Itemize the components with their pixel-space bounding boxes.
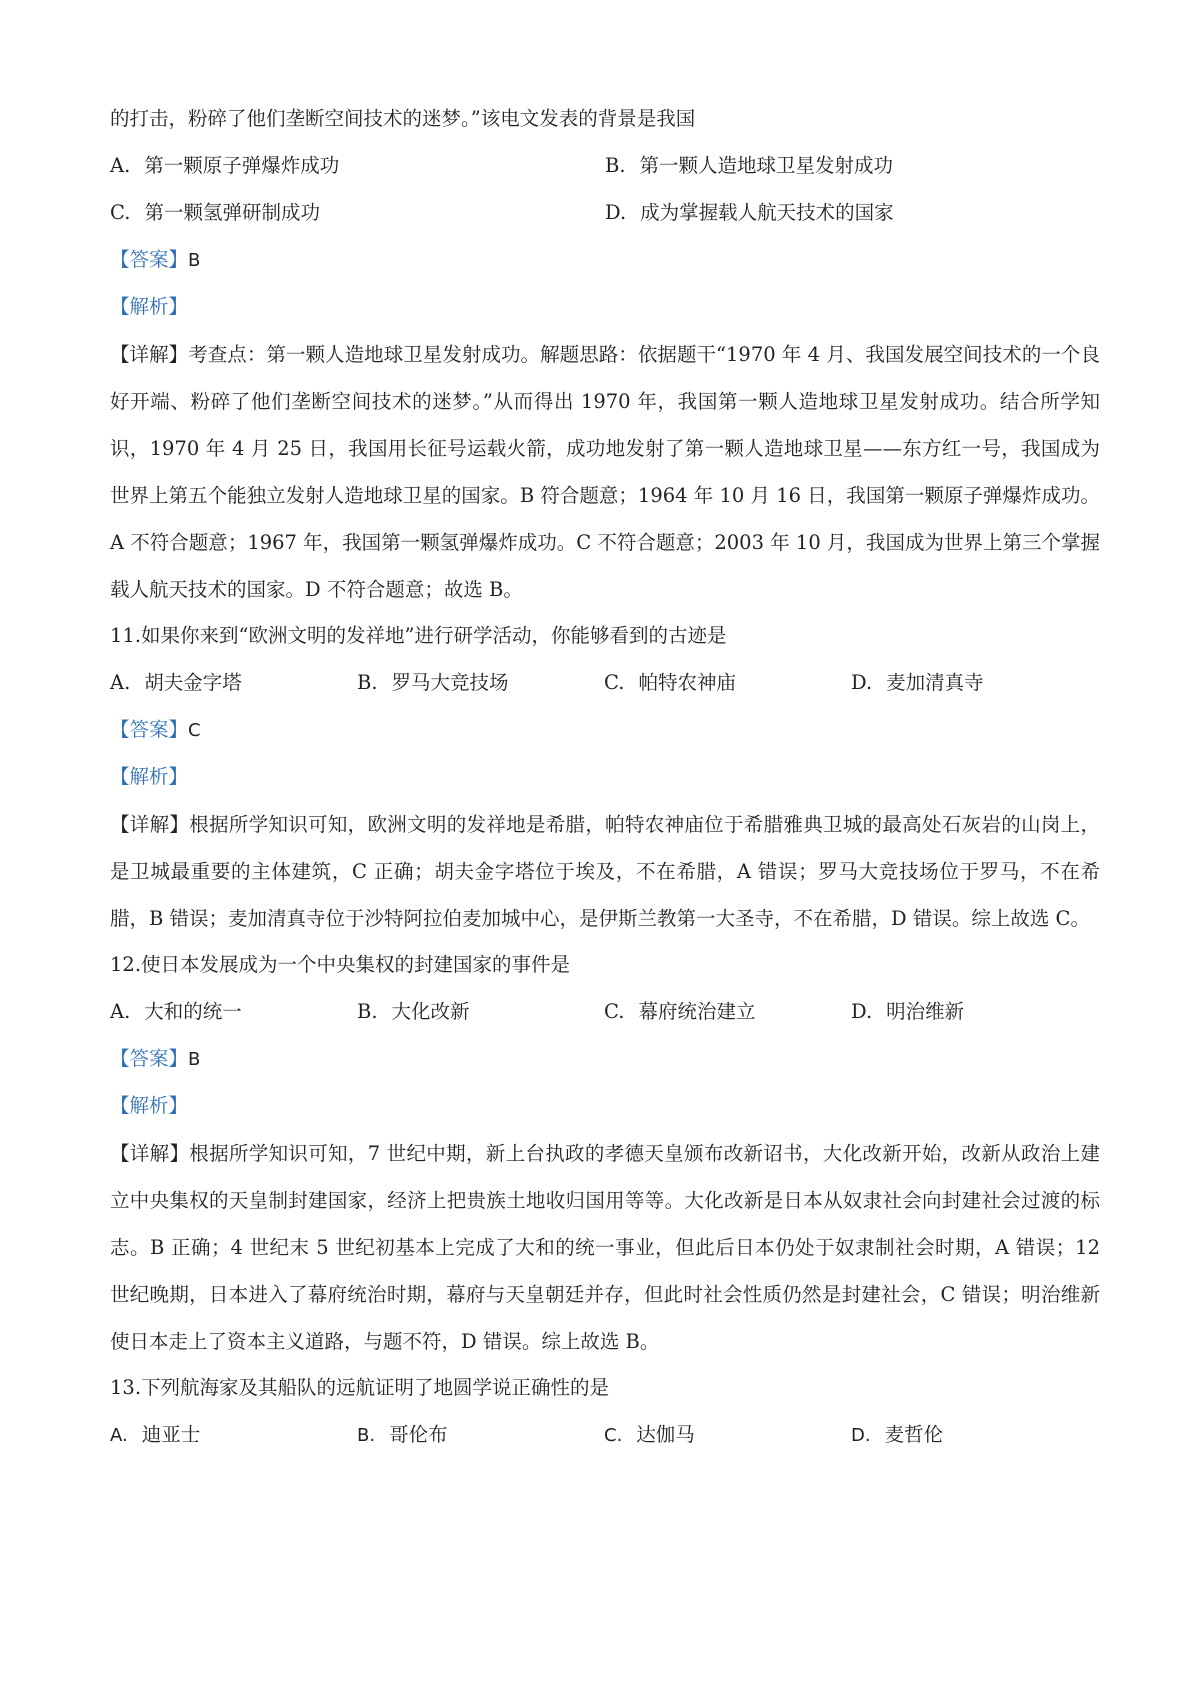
question-11-options: [110, 660, 1100, 707]
option-d: D. 麦加清真寺: [851, 671, 984, 694]
detail-text: 考查点：第一颗人造地球卫星发射成功。解题思路：依据题干“1970 年 4 月、我国发展空间技术的一个良好开端、粉碎了他们垄断空间技术的迷梦。”从而得出 1970 年，我国第一颗人造地球卫星发射成功。结合所学知识，1970 年 4 月 25 日，我国用长征号运载火箭，成功地发射了第一颗人造地球卫星——东方红一号，我国成为世界上第五个能独立发射人造地球卫星的国家。B 符合题意；1964 年 10 月 16 日，我国第一颗原子弹爆炸成功。A 不符合题意；1967 年，我国第一颗氢弹爆炸成功。C 不符合题意；2003 年 10 月，我国成为世界上第三个掌握载人航天技术的国家。D 不符合题意；故选 B。: [110, 343, 1100, 601]
question-12-stem: 12.使日本发展成为一个中央集权的封建国家的事件是: [110, 953, 571, 976]
answer-value: C: [188, 720, 201, 741]
option-a: A. 第一颗原子弹爆炸成功: [110, 154, 340, 177]
option-d: D. 成为掌握载人航天技术的国家: [605, 201, 894, 224]
question-11-answer: [110, 707, 1100, 754]
answer-value: B: [188, 250, 201, 271]
option-b: B. 大化改新: [357, 1000, 470, 1023]
option-b: B. 哥伦布: [357, 1423, 448, 1446]
question-12-answer: [110, 1036, 1100, 1083]
question-10-detail: [110, 331, 1100, 613]
option-c: C. 幕府统治建立: [604, 1000, 756, 1023]
detail-tag: 【详解】: [110, 343, 189, 366]
analysis-tag: 【解析】: [110, 1094, 189, 1117]
option-c: C. 帕特农神庙: [604, 671, 736, 694]
detail-tag: 【详解】: [110, 1142, 190, 1165]
option-c: C. 第一颗氢弹研制成功: [110, 201, 320, 224]
question-10-options-row-1: [110, 143, 1100, 190]
question-10-answer: [110, 237, 1100, 284]
detail-text: 根据所学知识可知，欧洲文明的发祥地是希腊，帕特农神庙位于希腊雅典卫城的最高处石灰岩的山岗上，是卫城最重要的主体建筑，C 正确；胡夫金字塔位于埃及，不在希腊，A 错误；罗马大竞技场位于罗马，不在希腊，B 错误；麦加清真寺位于沙特阿拉伯麦加城中心，是伊斯兰教第一大圣寺，不在希腊，D 错误。综上故选 C。: [110, 813, 1100, 930]
detail-text: 根据所学知识可知，7 世纪中期，新上台执政的孝德天皇颁布改新诏书，大化改新开始，改新从政治上建立中央集权的天皇制封建国家，经济上把贵族土地收归国用等等。大化改新是日本从奴隶社会向封建社会过渡的标志。B 正确；4 世纪末 5 世纪初基本上完成了大和的统一事业，但此后日本仍处于奴隶制社会时期，A 错误；12 世纪晚期，日本进入了幕府统治时期，幕府与天皇朝廷并存，但此时社会性质仍然是封建社会，C 错误；明治维新使日本走上了资本主义道路，与题不符，D 错误。综上故选 B。: [110, 1142, 1100, 1353]
answer-tag: 【答案】: [110, 248, 189, 271]
question-12-detail: [110, 1130, 1100, 1365]
option-a: A. 胡夫金字塔: [110, 671, 242, 694]
question-10-analysis: [110, 284, 1100, 331]
document-page: [110, 96, 1100, 1459]
question-11-detail: [110, 801, 1100, 942]
answer-tag: 【答案】: [110, 718, 189, 741]
option-b: B. 第一颗人造地球卫星发射成功: [605, 154, 894, 177]
question-13-options: [110, 1412, 1100, 1459]
option-a: A. 迪亚士: [110, 1423, 201, 1446]
answer-value: B: [188, 1049, 201, 1070]
option-d: D. 明治维新: [851, 1000, 965, 1023]
option-b: B. 罗马大竞技场: [357, 671, 509, 694]
question-10-options-row-2: [110, 190, 1100, 237]
answer-tag: 【答案】: [110, 1047, 189, 1070]
question-11-analysis: [110, 754, 1100, 801]
question-12-options: [110, 989, 1100, 1036]
analysis-tag: 【解析】: [110, 765, 189, 788]
option-c: C. 达伽马: [604, 1423, 695, 1446]
option-d: D. 麦哲伦: [851, 1423, 944, 1446]
analysis-tag: 【解析】: [110, 295, 189, 318]
question-11-stem: 11.如果你来到“欧洲文明的发祥地”进行研学活动，你能够看到的古迹是: [110, 624, 727, 647]
question-12-analysis: [110, 1083, 1100, 1130]
question-13-stem: 13.下列航海家及其船队的远航证明了地圆学说正确性的是: [110, 1376, 610, 1399]
question-10-stem-tail: 的打击，粉碎了他们垄断空间技术的迷梦。”该电文发表的背景是我国: [110, 107, 696, 130]
detail-tag: 【详解】: [110, 813, 190, 836]
option-a: A. 大和的统一: [110, 1000, 242, 1023]
